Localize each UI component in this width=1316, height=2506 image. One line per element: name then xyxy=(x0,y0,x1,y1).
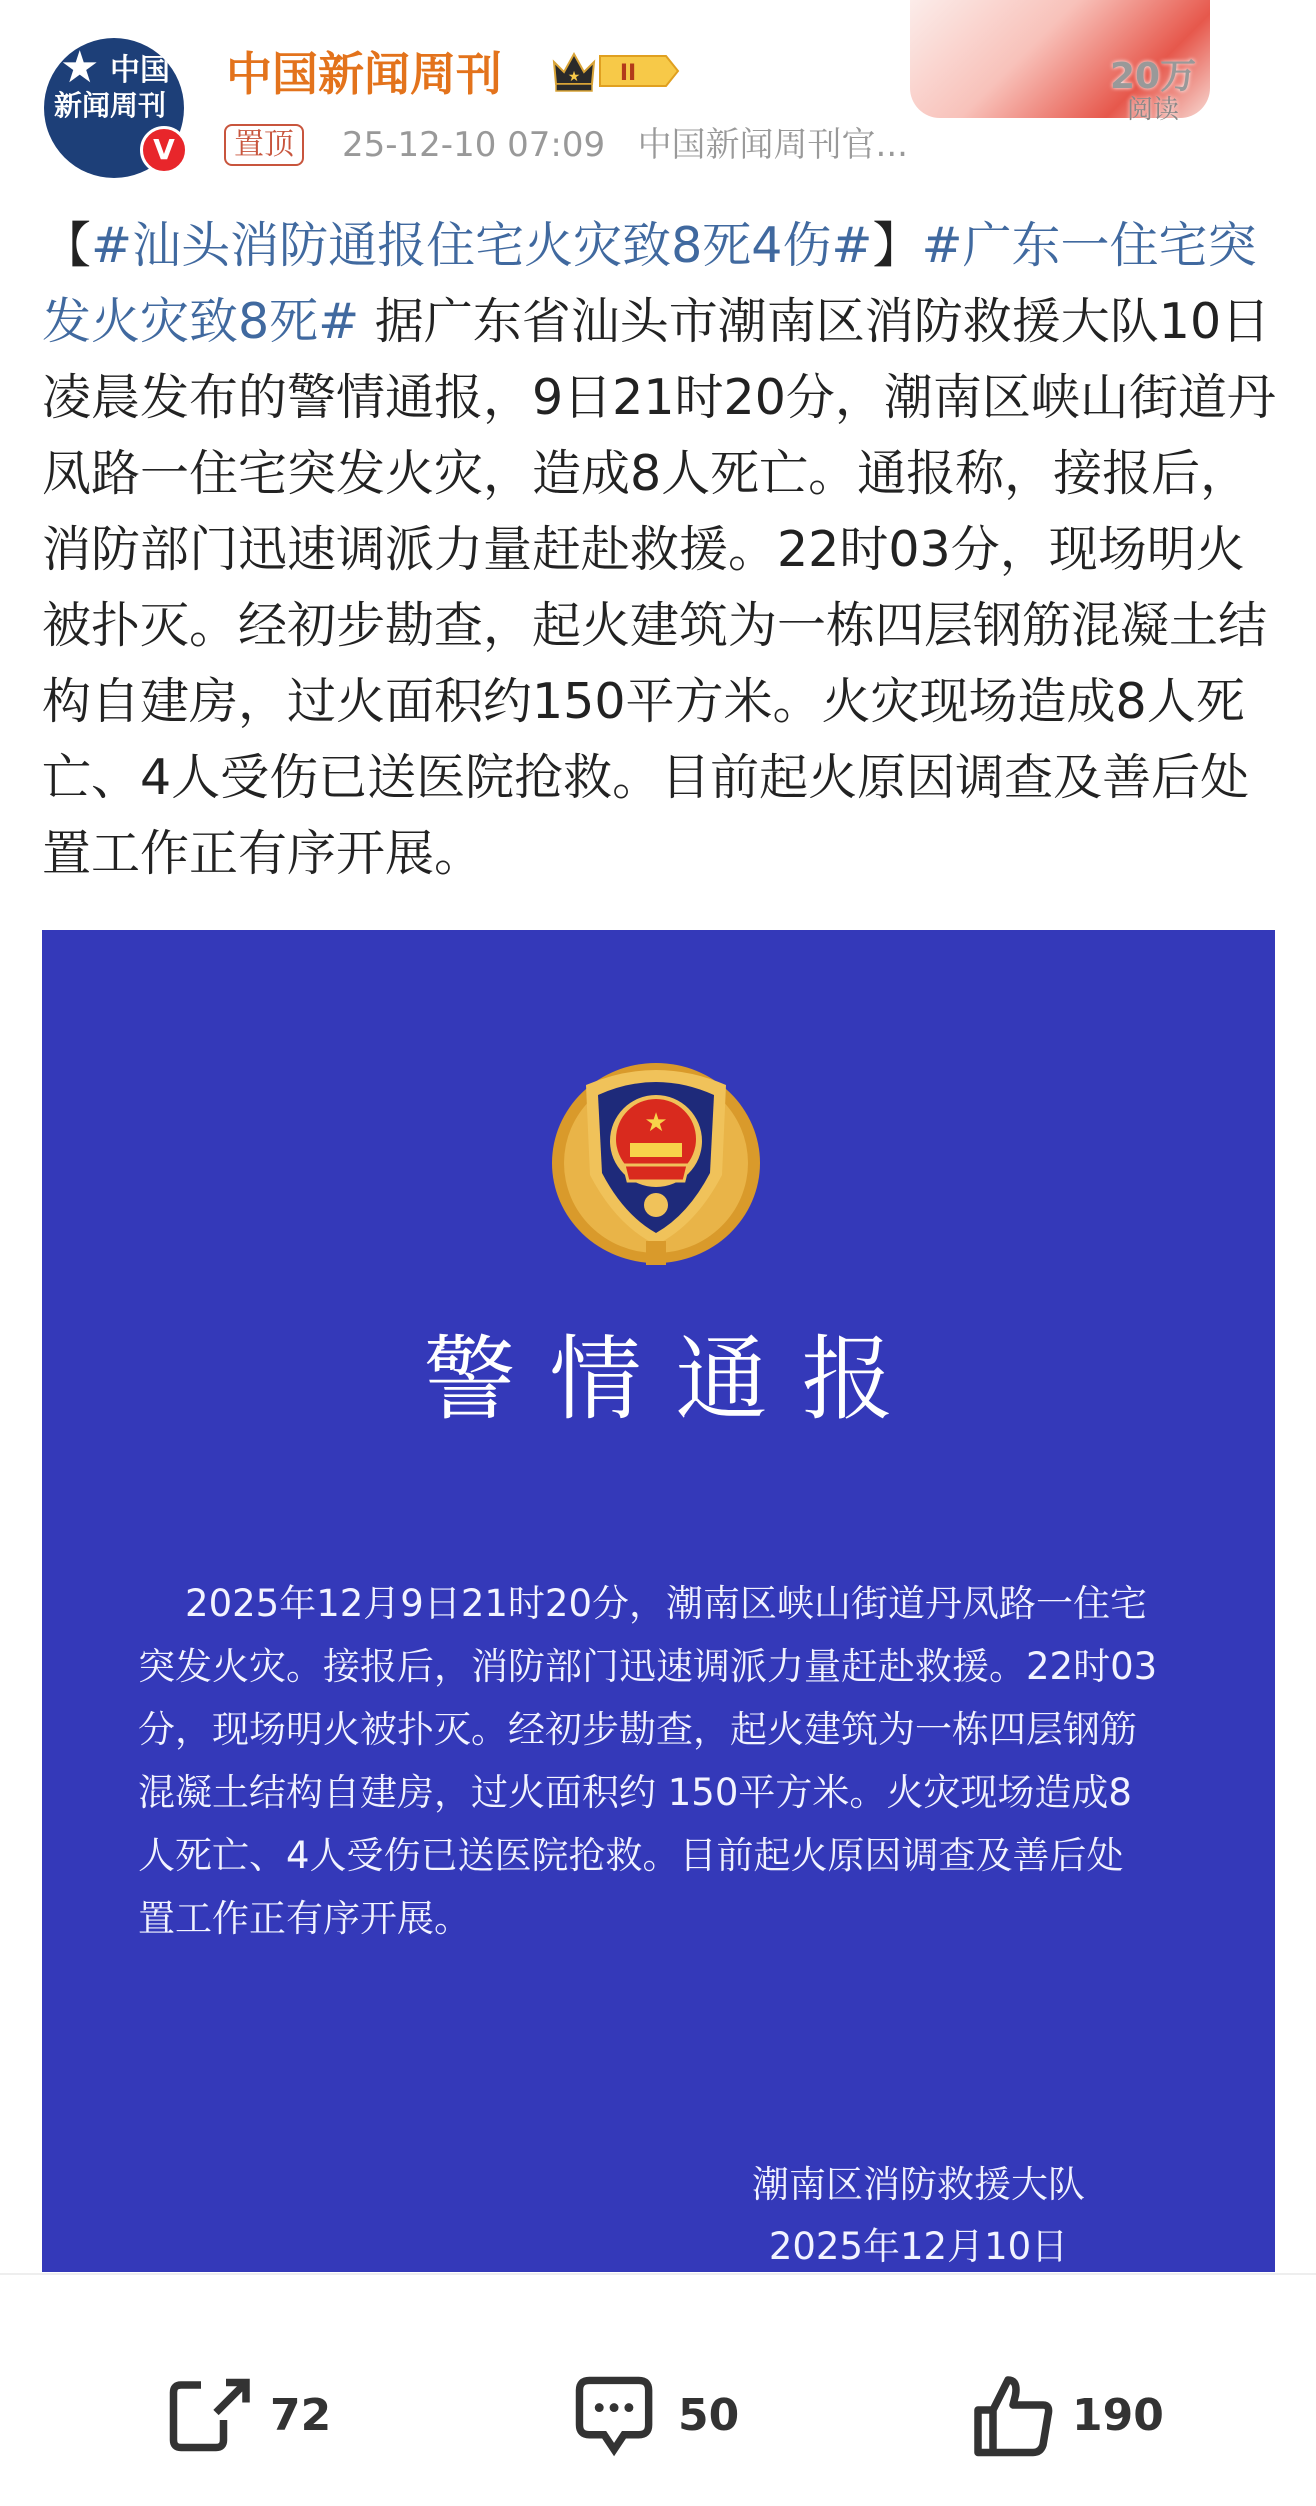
divider xyxy=(0,2273,1316,2275)
like-count: 190 xyxy=(1072,2389,1164,2441)
notice-line: 突发火灾。接报后，消防部门迅速调派力量赶赴救援。22时03 xyxy=(138,1645,1158,1688)
signature-org: 潮南区消防救援大队 xyxy=(752,2163,1085,2206)
comment-button[interactable] xyxy=(574,2375,739,2455)
pinned-badge: 置顶 xyxy=(224,124,304,166)
svg-text:★: ★ xyxy=(567,69,581,85)
member-crown-icon[interactable] xyxy=(550,48,680,94)
notice-title: 警情通报 xyxy=(423,1326,928,1433)
signature-date: 2025年12月10日 xyxy=(768,2225,1069,2268)
thumbs-up-icon xyxy=(968,2370,1058,2460)
notice-line: 混凝土结构自建房，过火面积约 150平方米。火灾现场造成8 xyxy=(138,1771,1132,1814)
member-level: II xyxy=(619,61,637,86)
post-body: 据广东省汕头市潮南区消防救援大队10日凌晨发布的警情通报，9日21时20分，潮南区峡山街道丹凤路一住宅突发火灾，造成8人死亡。通报称，接报后，消防部门迅速调派力量赶赴救援。22时03分，现场明火被扑灭。经初步勘查，起火建筑为一栋四层钢筋混凝土结构自建房，过火面积约150平方米。火灾现场造成8人死亡、4人受伤已送医院抢救。目前起火原因调查及善后处置工作正有序开展。 xyxy=(42,293,1276,882)
verified-badge-icon: V xyxy=(140,126,188,174)
read-count-label: 阅读 xyxy=(1127,95,1180,125)
avatar-text: 中国 xyxy=(110,53,170,88)
post-text xyxy=(42,208,1282,892)
fire-rescue-emblem-icon xyxy=(546,1045,766,1269)
comment-icon xyxy=(574,2373,664,2457)
post-meta xyxy=(342,124,908,166)
comment-count: 50 xyxy=(678,2389,740,2441)
like-button[interactable] xyxy=(968,2375,1164,2455)
notice-line: 置工作正有序开展。 xyxy=(138,1897,471,1940)
notice-line: 人死亡、4人受伤已送医院抢救。目前起火原因调查及善后处 xyxy=(138,1834,1124,1877)
star-logo-icon: ★ xyxy=(60,42,100,93)
notice-body xyxy=(138,1572,1157,1950)
bracket: 】 xyxy=(872,217,922,274)
repost-button[interactable] xyxy=(166,2375,331,2455)
hashtag-link[interactable]: #广东一住宅突发火灾致8死# xyxy=(42,217,1257,350)
read-count-value: 20万 xyxy=(1110,56,1197,97)
notice-signature xyxy=(752,2154,1085,2278)
bracket: 【 xyxy=(42,217,92,274)
account-name[interactable]: 中国新闻周刊 xyxy=(226,47,502,101)
notice-line: 2025年12月9日21时20分，潮南区峡山街道丹凤路一住宅 xyxy=(138,1582,1147,1625)
svg-text:★: ★ xyxy=(644,1108,668,1138)
read-count xyxy=(1110,58,1196,124)
repost-count: 72 xyxy=(270,2389,332,2441)
share-icon xyxy=(166,2375,256,2455)
hashtag-link[interactable]: #汕头消防通报住宅火灾致8死4伤# xyxy=(91,217,873,274)
avatar-text: 新闻周刊 xyxy=(54,89,167,122)
timestamp: 25-12-10 07:09 xyxy=(342,125,606,165)
source[interactable]: 中国新闻周刊官... xyxy=(637,125,908,165)
notice-line: 分，现场明火被扑灭。经初步勘查，起火建筑为一栋四层钢筋 xyxy=(138,1708,1137,1751)
